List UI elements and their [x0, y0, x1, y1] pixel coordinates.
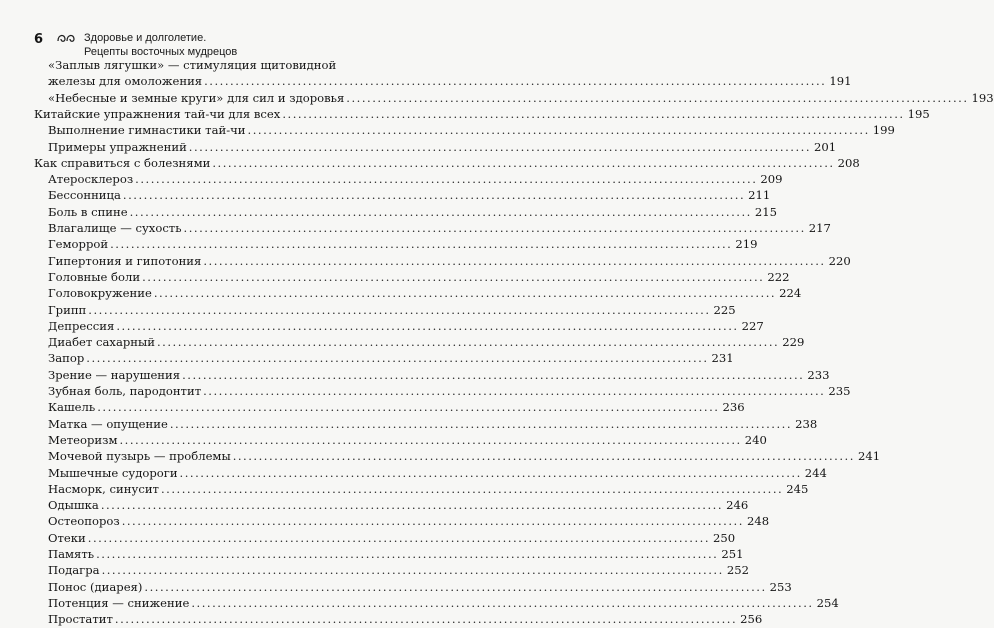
- toc-entry-page: 236: [722, 400, 745, 415]
- toc-entry-page: 224: [779, 286, 802, 301]
- toc-entry[interactable]: [48, 367, 830, 384]
- toc-entry-page: 225: [713, 302, 736, 317]
- toc-entry-title: Отеки: [48, 530, 86, 545]
- dot-leader: [115, 611, 737, 628]
- toc-entry-page: 254: [816, 595, 839, 610]
- toc-entry-page: 211: [748, 188, 771, 203]
- toc-entry-page: 193: [971, 90, 994, 105]
- toc-entry[interactable]: [48, 269, 790, 286]
- toc-entry[interactable]: [48, 399, 745, 416]
- toc-entry-title: Метеоризм: [48, 432, 118, 447]
- dot-leader: [96, 546, 718, 563]
- dot-leader: [203, 383, 825, 400]
- toc-entry-page: 217: [808, 221, 831, 235]
- dot-leader: [122, 513, 744, 530]
- dot-leader: [282, 106, 904, 123]
- dot-leader: [203, 253, 825, 270]
- toc-entry[interactable]: [48, 204, 778, 221]
- toc-entry-page: 244: [804, 465, 827, 480]
- dot-leader: [135, 171, 757, 188]
- dot-leader: [154, 285, 776, 302]
- toc-entry[interactable]: [34, 155, 860, 172]
- toc-entry-page: 191: [829, 74, 852, 89]
- dot-leader: [119, 432, 741, 449]
- toc-entry[interactable]: [48, 465, 827, 482]
- dot-leader: [180, 465, 802, 482]
- toc-entry-page: 231: [711, 351, 734, 366]
- toc-entry[interactable]: [34, 106, 930, 123]
- toc-entry[interactable]: [48, 562, 749, 579]
- toc-entry-title: Влагалище — сухость: [48, 221, 182, 235]
- dot-leader: [101, 497, 723, 514]
- toc-entry-page: 220: [828, 253, 851, 268]
- toc-entry-title: Одышка: [48, 498, 99, 513]
- toc-entry-page: 240: [744, 432, 767, 447]
- toc-entry[interactable]: [48, 73, 852, 90]
- toc-entry-title: Зубная боль, пародонтит: [48, 384, 202, 398]
- dot-leader: [204, 73, 826, 90]
- toc-entry[interactable]: [48, 546, 744, 563]
- toc-entry-title: Как справиться с болезнями: [34, 155, 211, 170]
- toc-entry-title: Зрение — нарушения: [48, 367, 181, 382]
- toc-entry-page: 241: [857, 449, 881, 464]
- toc-entry-title: Мочевой пузырь — проблемы: [48, 449, 231, 464]
- dot-leader: [144, 579, 766, 596]
- dot-leader: [130, 204, 752, 221]
- toc-entry-page: 229: [782, 335, 805, 350]
- toc-entry[interactable]: [48, 448, 881, 465]
- toc-entry-title: Диабет сахарный: [48, 335, 155, 350]
- running-title-line2: Рецепты восточных мудрецов: [84, 46, 238, 58]
- dot-leader: [184, 220, 806, 237]
- dot-leader: [212, 155, 834, 172]
- toc-entry[interactable]: [48, 171, 783, 188]
- toc-entry[interactable]: [48, 285, 802, 302]
- toc-entry-page: 222: [767, 269, 790, 284]
- dot-leader: [110, 236, 732, 253]
- toc-entry-title: Простатит: [48, 612, 113, 627]
- dot-leader: [248, 122, 870, 139]
- dot-leader: [123, 187, 745, 204]
- toc-entry-page: 215: [754, 204, 778, 219]
- toc-entry-page: 227: [741, 318, 764, 333]
- toc-entry-title: Атеросклероз: [48, 172, 134, 187]
- toc-entry-title: Насморк, синусит: [48, 481, 159, 496]
- dot-leader: [88, 302, 710, 319]
- dot-leader: [189, 139, 811, 156]
- toc-entry[interactable]: [48, 497, 749, 514]
- toc-entry[interactable]: [48, 513, 770, 530]
- dot-leader: [97, 399, 719, 416]
- toc-entry-title: Гипертония и гипотония: [48, 253, 202, 268]
- toc-entry-title: Кашель: [48, 400, 96, 415]
- toc-entry[interactable]: [48, 318, 764, 335]
- toc-entry-page: 250: [713, 530, 736, 545]
- toc-entry[interactable]: [48, 383, 851, 400]
- toc-entry-title: Матка — опущение: [48, 416, 168, 431]
- toc-entry[interactable]: [48, 416, 818, 433]
- toc-entry[interactable]: [48, 334, 805, 351]
- toc-entry-title: Бессонница: [48, 188, 121, 203]
- dot-leader: [86, 350, 708, 367]
- toc-entry-title: Запор: [48, 351, 85, 366]
- toc-entry-page: 238: [795, 416, 818, 431]
- toc-entry-title: Головокружение: [48, 286, 152, 301]
- toc-entry[interactable]: [48, 220, 831, 237]
- toc-entry-line: «Заплыв лягушки» — стимуляция щитовидной: [48, 58, 337, 72]
- toc-entry-page: 195: [907, 106, 930, 121]
- toc-entry-title: Выполнение гимнастики тай-чи: [48, 123, 246, 138]
- toc-entry-page: 219: [735, 237, 758, 252]
- toc-entry[interactable]: [48, 595, 839, 612]
- toc-entry-page: 199: [872, 123, 895, 138]
- toc-entry-title: Боль в спине: [48, 204, 128, 219]
- dot-leader: [233, 448, 855, 465]
- toc-entry-page: 245: [786, 481, 809, 496]
- toc-entry[interactable]: [48, 253, 851, 270]
- toc-entry-title: Остеопороз: [48, 514, 120, 529]
- toc-entry-title: Память: [48, 547, 95, 561]
- toc-entry[interactable]: [48, 302, 736, 319]
- toc-entry[interactable]: [48, 187, 771, 204]
- toc-entry[interactable]: [48, 236, 758, 253]
- toc-entry[interactable]: [48, 139, 837, 156]
- toc-entry-title: Потенция — снижение: [48, 595, 190, 610]
- toc-entry-page: 251: [721, 547, 744, 561]
- dot-leader: [170, 416, 792, 433]
- toc-entry-title: Китайские упражнения тай-чи для всех: [34, 106, 281, 121]
- toc-entry[interactable]: [48, 481, 809, 498]
- toc-entry[interactable]: [48, 432, 767, 449]
- toc-entry-page: 235: [828, 384, 851, 398]
- dot-leader: [142, 269, 764, 286]
- toc-entry[interactable]: [48, 122, 895, 139]
- toc-entry-page: 209: [760, 172, 783, 187]
- toc-entry-title: Грипп: [48, 302, 87, 317]
- dot-leader: [191, 595, 813, 612]
- toc-entry-page: 208: [837, 155, 860, 170]
- toc-entry[interactable]: [48, 530, 736, 547]
- dot-leader: [116, 318, 738, 335]
- toc-entry-page: 252: [726, 563, 749, 578]
- toc-entry-title: Подагра: [48, 563, 100, 578]
- dot-leader: [88, 530, 710, 547]
- toc-entry-title: Мышечные судороги: [48, 465, 178, 480]
- toc-entry-page: 201: [814, 139, 837, 154]
- running-title-line1: Здоровье и долголетие.: [84, 32, 207, 44]
- dot-leader: [161, 481, 783, 498]
- toc-entry-title: железы для омоложения: [48, 74, 203, 89]
- toc-entry[interactable]: [48, 350, 734, 367]
- page-number: 6: [34, 32, 44, 47]
- dot-leader: [346, 90, 968, 107]
- toc-entry[interactable]: [48, 611, 763, 628]
- toc-entry-page: 253: [769, 579, 792, 594]
- dot-leader: [157, 334, 779, 351]
- toc-entry-title: Геморрой: [48, 237, 109, 252]
- dot-leader: [182, 367, 804, 384]
- toc-entry-page: 248: [746, 514, 770, 529]
- toc-entry-title: Головные боли: [48, 269, 141, 284]
- toc-entry-title: «Небесные и земные круги» для сил и здоровья: [48, 90, 345, 105]
- toc-entry-title: Депрессия: [48, 318, 115, 333]
- toc-entry-page: 233: [807, 367, 830, 382]
- toc-entry-title: Примеры упражнений: [48, 139, 187, 154]
- toc-entry-page: 256: [740, 612, 763, 627]
- toc-entry-title: Понос (диарея): [48, 579, 143, 594]
- toc-entry[interactable]: [48, 579, 792, 596]
- dot-leader: [102, 562, 724, 579]
- toc-entry[interactable]: [48, 90, 994, 107]
- toc-entry-page: 246: [726, 498, 749, 513]
